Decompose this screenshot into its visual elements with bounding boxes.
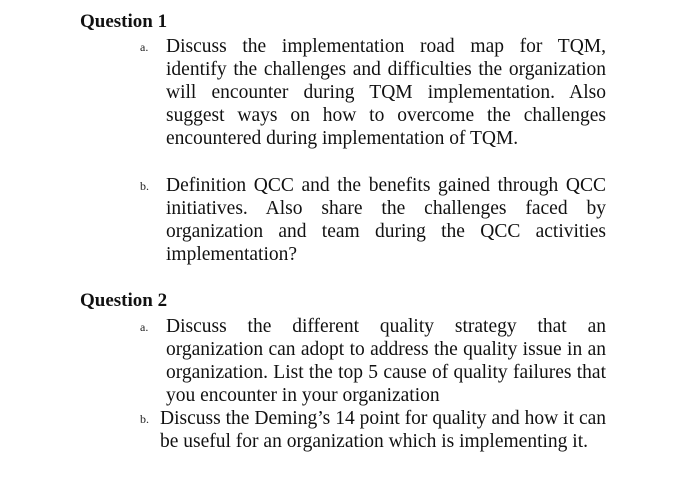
item-marker: a. — [140, 40, 149, 54]
item-text: Discuss the Deming’s 14 point for quality and how it can be useful for an organization which is implementing it. — [160, 408, 606, 452]
item-marker: a. — [140, 320, 149, 334]
question-1-title: Question 1 — [80, 11, 168, 32]
item-marker: b. — [140, 179, 149, 193]
question-2-item-a — [140, 315, 606, 407]
item-text: Discuss the different quality strategy that an organization can adopt to address the quality issue in an organization. List the top 5 cause of quality failures that you encounter in your organization — [166, 316, 606, 406]
item-text: Discuss the implementation road map for TQM, identify the challenges and difficulties the organization will encounter during TQM implementation. Also suggest ways on how to overcome the challenges encountered during implementation of TQM. — [166, 36, 606, 149]
question-2-item-b — [140, 407, 606, 453]
question-1-item-b — [140, 174, 606, 266]
question-1-item-a — [140, 35, 606, 150]
item-marker: b. — [140, 412, 149, 426]
question-2-title: Question 2 — [80, 290, 168, 311]
item-text: Definition QCC and the benefits gained through QCC initiatives. Also share the challenges faced by organization and team during the QCC activities implementation? — [166, 175, 606, 265]
